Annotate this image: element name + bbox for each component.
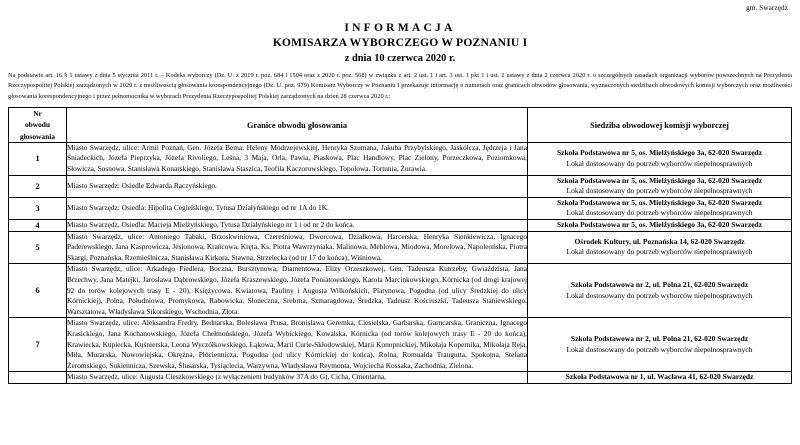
- siedziba-name: Szkoła Podstawowa nr 5, os. Mielżyńskiego 3a, 62-020 Swarzędz: [556, 175, 763, 185]
- row-siedziba: [528, 219, 792, 231]
- row-granice: Miasto Swarzędz, ulice: Armii Poznań, Gen. Józefa Bema, Heleny Modrzejewskiej, Henryka Szumana, Jakuba Przybylskiego, Jaskółcza, Jędrzeja i Jana Śniadeckich, Józefa Pieprzyka, Józefa Rivoliego, Leśna, 3 Maja, Orla, Pawia, Piaskowa, Plac Handlowy, Plac Zielony, Porzeczkowa, Poziomkowa, Słowicza, Sosnowa, Stanisława Konarskiego, Stanisława Staszica, Teofila Kaczorowskiego, Topolowa, Tortunia, Żurawia.: [67, 142, 528, 175]
- row-number: 2: [9, 175, 67, 197]
- table-row: [9, 231, 792, 264]
- siedziba-accessibility-note: Lokal dostosowany do potrzeb wyborców niepełnosprawnych: [566, 247, 753, 257]
- row-granice: Miasto Swarzędz: Osiedla: Hipolita Cegielskiego, Tytusa Działyńskiego od nr 1A do 1K.: [67, 197, 528, 219]
- page-date: z dnia 10 czerwca 2020 r.: [344, 53, 456, 64]
- siedziba-accessibility-note: Lokal dostosowany do potrzeb wyborców niepełnosprawnych: [566, 290, 753, 300]
- row-granice: Miasto Swarzędz, ulice: Aleksandra Fredry, Bednarska, Bolesława Prusa, Bronisława Geremka, Ciesielska, Garbarska, Garncarska, Graniczna, Ignacego Krasickiego, Jana Kochanowskiego, Józefa Chełmońskiego, Józefa Wybickiego, Kowalska, Kórnicka (od torów kolejowych trasy E - 20 do końca), Krawiecka, Kupiecka, Kuśnierska, Leona Wyczółkowskiego, Łąkowa, Marii Curie-Skłodowskiej, Marii Konopnickiej, Mikołaja Kopernika, Mikołaja Reja, Miła, Murarska, Nowowiejska, Okrężna, Płóciennicza, Pogodna (od ulicy Kórnickiej do końca), Rolna, Romualda Traugutta, Spokojna, Stefana Żeromskiego, Sukiennicza, Szewska, Ślusarska, Tysiąclecia, Warzywna, Władysława Reymonta, Wojciecha Kossaka, Zachodnia, Zielona.: [67, 318, 528, 372]
- column-header-granice: Granice obwodu głosowania: [67, 108, 528, 143]
- table-row: [9, 197, 792, 219]
- siedziba-name: Ośrodek Kultury, ul. Poznańska 14, 62-020 Swarzędz: [574, 236, 745, 246]
- row-granice: Miasto Swarzędz, ulice: Arkadego Fiedlera, Boczna, Bursztynowa, Diamentowa, Elizy Orzeszkowej, Gen. Tadeusza Kutrzeby, Gwiaździsta, Jana Brzechwy, Jana Matejki, Jarosława Dąbrowskiego, Józefa Kraszewskiego, Józefa Poniatowskiego, Karola Marcinkowskiego, Kórnicka (od drogi krajowej 92 do torów kolejowych trasy E - 20), Księżycowa, Kwiatowa, Pauliny i Augusta Wilkońskich, Platynowa, Pogodna (od ulicy Średzkiej do ulicy Kórnickiej), Polna, Południowa, Promykowa, Rabowicka, Słoneczna, Srebrna, Szmaragdowa, Średzka, Tadeusz Kościuszki, Tadeusza Staniewskiego, Warsztatowa, Władysława Sikorskiego, Wschodnia, Złota.: [67, 264, 528, 318]
- page-title: INFORMACJA: [344, 21, 456, 34]
- column-header-nr-line1: Nr: [33, 109, 42, 119]
- column-header-siedziba: Siedziba obwodowej komisji wyborczej: [528, 108, 792, 143]
- table-row: [9, 318, 792, 372]
- siedziba-name: Szkoła Podstawowa nr 2, ul. Polna 21, 62-020 Swarzędz: [570, 334, 749, 344]
- table-row: [9, 372, 792, 384]
- intro-paragraph: Na podstawie art. 16 § 1 ustawy z dnia 5 stycznia 2011 r. – Kodeks wyborczy (Dz. U. z 2019 r. poz. 684 i 1504 oraz z 2020 r. poz. 568) w związku z art. 2 ust. 1 i art. 3 ust. 1 pkt 1 i ust. 2 ustawy z dnia 2 czerwca 2020 r. o szczególnych zasadach organizacji wyborów powszechnych na Prezydenta Rzeczypospolitej Polskiej zarządzonych w 2020 r. z możliwością głosowania korespondencyjnego (Dz. U. poz. 979) Komisarz Wyborczy w Poznaniu I przekazuje informację o numerach oraz granicach obwodów głosowania, wyznaczonych siedzibach obwodowych komisji wyborczych oraz możliwości głosowania korespondencyjnego i przez pełnomocnika w wyborach Prezydenta Rzeczypospolitej Polskiej zarządzonych na dzień 28 czerwca 2020 r.:: [8, 72, 792, 100]
- document-title-block: [8, 20, 792, 66]
- table-row: [9, 219, 792, 231]
- row-number: 3: [9, 197, 67, 219]
- gmina-label: gm. Swarzędz: [746, 4, 788, 12]
- page-subtitle: KOMISARZA WYBORCZEGO W POZNANIU I: [272, 36, 528, 49]
- table-header-row: [9, 108, 792, 143]
- siedziba-accessibility-note: Lokal dostosowany do potrzeb wyborców niepełnosprawnych: [566, 344, 753, 354]
- row-siedziba: [528, 142, 792, 175]
- table-row: [9, 142, 792, 175]
- table-row: [9, 175, 792, 197]
- row-siedziba: [528, 318, 792, 372]
- row-siedziba: [528, 231, 792, 264]
- row-number: 4: [9, 219, 67, 231]
- siedziba-name: Szkoła Podstawowa nr 1, ul. Wacława 41, 62-020 Swarzędz: [565, 372, 754, 382]
- siedziba-name: Szkoła Podstawowa nr 5, os. Mielżyńskiego 3a, 62-020 Swarzędz: [556, 219, 763, 229]
- siedziba-accessibility-note: Lokal dostosowany do potrzeb wyborców niepełnosprawnych: [566, 208, 753, 218]
- siedziba-name: Szkoła Podstawowa nr 5, os. Mielżyńskiego 3a, 62-020 Swarzędz: [556, 148, 763, 158]
- siedziba-name: Szkoła Podstawowa nr 2, ul. Polna 21, 62-020 Swarzędz: [570, 280, 749, 290]
- row-granice: Miasto Swarzędz, ulice: Augusta Cieszkowskiego (z wyłączeniem budynków 37A do G), Cicha, Cmentarna,: [67, 372, 528, 384]
- row-number: 1: [9, 142, 67, 175]
- table-body: [9, 142, 792, 383]
- row-siedziba: [528, 264, 792, 318]
- column-header-nr: [9, 108, 67, 143]
- row-siedziba: [528, 175, 792, 197]
- row-number: 5: [9, 231, 67, 264]
- row-number: 7: [9, 318, 67, 372]
- row-siedziba: [528, 197, 792, 219]
- row-number: [9, 372, 67, 384]
- column-header-nr-line3: głosowania: [20, 131, 55, 141]
- column-header-nr-line2: obwodu: [24, 120, 51, 130]
- siedziba-accessibility-note: Lokal dostosowany do potrzeb wyborców niepełnosprawnych: [566, 186, 753, 196]
- table-row: [9, 264, 792, 318]
- row-granice: Miasto Swarzędz: Osiedle Edwarda Raczyńskiego.: [67, 175, 528, 197]
- siedziba-accessibility-note: Lokal dostosowany do potrzeb wyborców niepełnosprawnych: [566, 158, 753, 168]
- obwody-table: [8, 107, 792, 384]
- row-granice: Miasto Swarzędz, ulice: Antoniego Tabaki, Brzoskwiniowa, Czereśniowa, Dworcowa, Działkowa, Harcerska, Henryka Sienkiewicza, Ignacego Paderewskiego, Jana Kasprowicza, Jesionowa, Krańcowa, Kręta, Ks. Piotra Wawrzyniaka, Malinowa, Meblowa, Miodowa, Morelowa, Napoleońska, Piotra Skargi, Poznańska, Rzemieślnicza, Stanisława Kirkora, Stawna, Strzelecka (od nr 17 do końca), Wiśniowa.: [67, 231, 528, 264]
- siedziba-name: Szkoła Podstawowa nr 5, os. Mielżyńskiego 3a, 62-020 Swarzędz: [556, 197, 763, 207]
- row-number: 6: [9, 264, 67, 318]
- row-granice: Miasto Swarzędz, Osiedla: Macieja Mielżyńskiego, Tytusa Działyńskiego nr 1 i od nr 2 do końca.: [67, 219, 528, 231]
- row-siedziba: [528, 372, 792, 384]
